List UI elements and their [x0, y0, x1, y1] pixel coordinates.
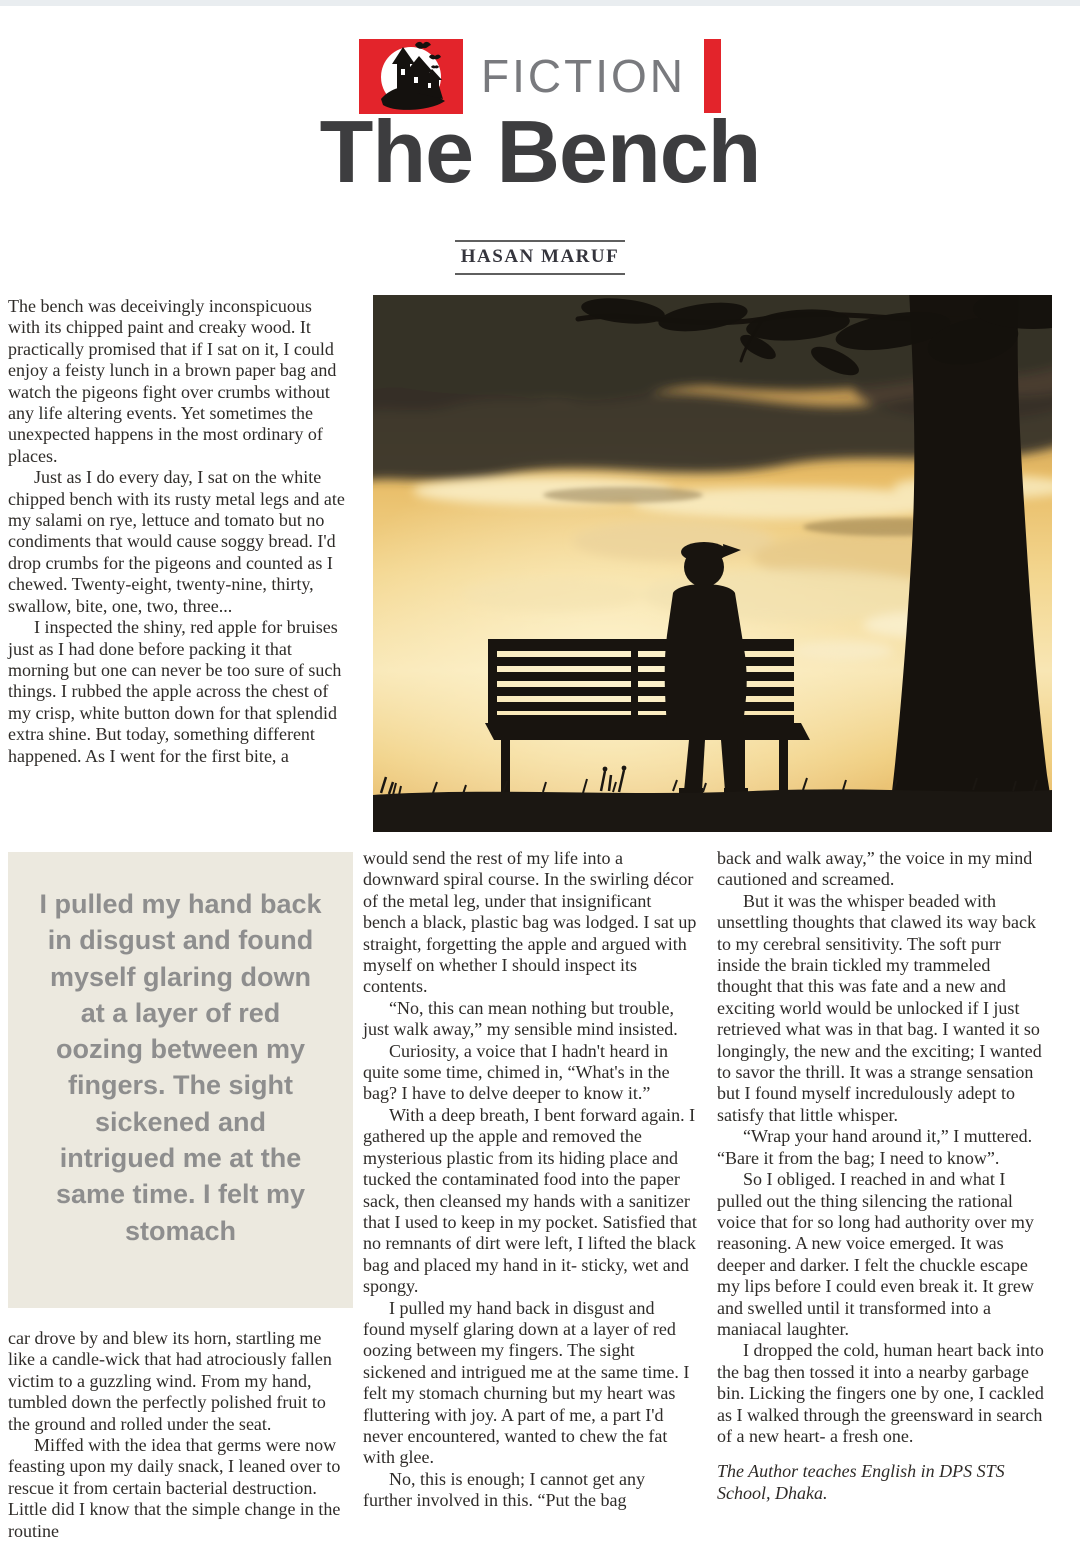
paragraph: “Wrap your hand around it,” I muttered. “Bare it from the bag; I need to know”. [717, 1126, 1033, 1168]
pull-quote: I pulled my hand back in disgust and found myself glaring down at a layer of red oozing between my fingers. The sight sickened and intrigued me at the same time. I felt my stomach [8, 852, 353, 1308]
paragraph: car drove by and blew its horn, startling me like a candle-wick that had atrociously fallen victim to a guzzling wind. From my hand, tumbled down the perfectly polished fruit to the ground and rolled under the seat. [8, 1328, 332, 1434]
column-1-bottom [8, 1328, 348, 1542]
paragraph: But it was the whisper beaded with unsettling thoughts that clawed its way back to my cerebral sensitivity. The soft purr inside the brain tickled my trammeled thought that this was fate and a new and exciting world would be unlocked if I just retrieved what was in that bag. I wanted it so longingly, the new and the exciting; I wanted to savor the thrill. It was a strange sensation but I found myself incredulously adept to satisfy that little whisper. [717, 890, 1042, 1125]
paragraph: Miffed with the idea that germs were now feasting upon my daily snack, I leaned over to rescue it from certain bacterial destruction. Little did I know that the simple change in the routine [8, 1435, 341, 1541]
byline: HASAN MARUF [455, 240, 625, 275]
author-note: The Author teaches English in DPS STS School, Dhaka. [717, 1461, 1005, 1503]
section-label: FICTION [481, 50, 686, 102]
paragraph: I pulled my hand back in disgust and found myself glaring down at a layer of red oozing between my fingers. The sight sickened and intrigued me at the same time. I felt my stomach churning but my heart was fluttering with joy. A part of me, a part I'd never encountered, wanted to chew the fat with glee. [363, 1297, 690, 1468]
column-2 [363, 848, 697, 1512]
column-3 [717, 848, 1047, 1504]
bench-sunset-photo [373, 295, 1052, 832]
paragraph: Just as I do every day, I sat on the white chipped bench with its rusty metal legs and ate my salami on rye, lettuce and tomato but no condiments that would cause soggy bread. I'd drop crumbs for the pigeons and counted as I chewed. Twenty-eight, twenty-nine, thirty, swallow, bite, one, two, three... [8, 467, 345, 616]
byline-row [0, 240, 1080, 275]
paragraph: “No, this can mean nothing but trouble, just walk away,” my sensible mind insisted. [363, 997, 678, 1040]
paragraph: Curiosity, a voice that I hadn't heard in quite some time, chimed in, “What's in the bag? I have to delve deeper to know it.” [363, 1040, 670, 1104]
page-title: The Bench [319, 102, 761, 201]
paragraph: The bench was deceivingly inconspicuous with its chipped paint and creaky wood. It practically promised that if I sat on it, I could enjoy a feisty lunch in a brown paper bag and watch the pigeons fight over crumbs without any life altering events. Yet sometimes the unexpected happens in the most ordinary of places. [8, 296, 337, 466]
paragraph: So I obliged. I reached in and what I pulled out the thing silencing the rational voice that for so long had authority over my reasoning. A new voice emerged. It was deeper and darker. I felt the chuckle escape my lips before I could even break it. It grew and swelled until it transformed into a maniacal laughter. [717, 1169, 1034, 1339]
paragraph: back and walk away,” the voice in my mind cautioned and screamed. [717, 848, 1033, 890]
paragraph: would send the rest of my life into a downward spiral course. In the swirling décor of the metal leg, under that insignificant bench a black, plastic bag was lodged. I sat up straight, forgetting the apple and argued with myself on whether I should inspect its contents. [363, 848, 697, 997]
paragraph: I inspected the shiny, red apple for bruises just as I had done before packing it that morning but one can never be too sure of such things. I rubbed the apple across the chest of my crisp, white button down for that splendid extra shine. But today, something different happened. As I went for the first bite, a [8, 617, 342, 766]
paragraph: With a deep breath, I bent forward again. I gathered up the apple and removed the mysterious plastic from its hiding place and tucked the contaminated food into the paper sack, then cleansed my hands with a sanitizer that I used to keep in my pocket. Satisfied that no remnants of dirt were left, I lifted the black bag and placed my hand in it- sticky, wet and spongy. [363, 1104, 697, 1297]
paragraph: I dropped the cold, human heart back into the bag then tossed it into a nearby garbage bin. Licking the fingers one by one, I cackled as I walked through the greensward in search of a new heart- a fresh one. [717, 1340, 1044, 1446]
top-edge-strip [0, 0, 1080, 6]
paragraph: No, this is enough; I cannot get any further involved in this. “Put the bag [363, 1468, 645, 1511]
column-1-top [8, 296, 348, 767]
